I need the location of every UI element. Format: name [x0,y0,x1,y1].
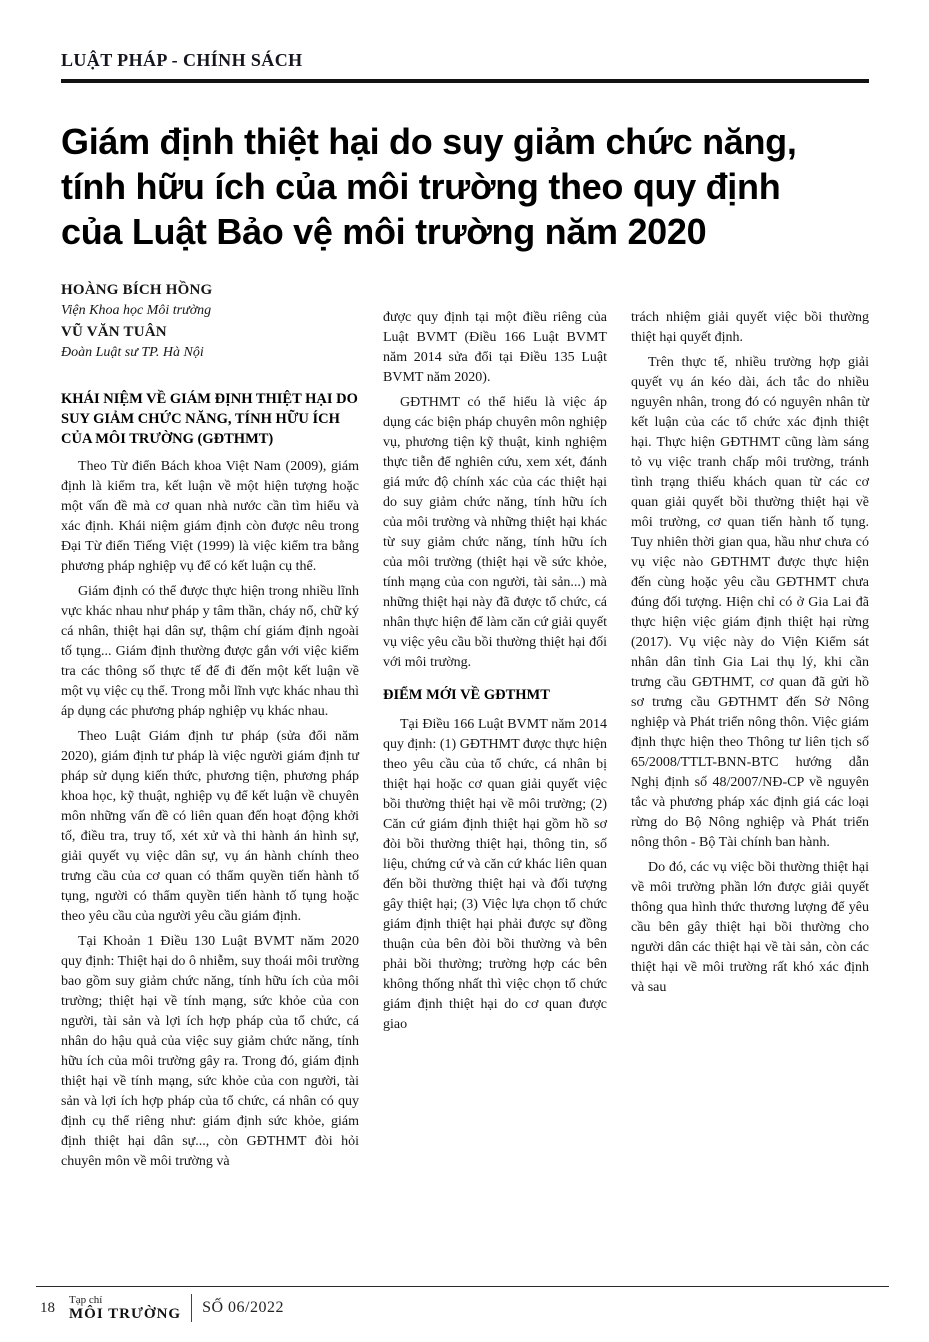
section-heading-concept: KHÁI NIỆM VỀ GIÁM ĐỊNH THIỆT HẠI DO SUY GIẢM CHỨC NĂNG, TÍNH HỮU ÍCH CỦA MÔI TRƯỜNG (GĐTHMT) [61,391,358,447]
page-number: 18 [40,1299,55,1316]
kicker-rule [61,79,869,83]
magazine-brand-small: Tạp chí [69,1294,103,1306]
magazine-brand [69,1294,181,1322]
title-line-1: Giám định thiệt hại do suy giảm chức năng, [61,121,797,162]
column-1 [61,280,359,1172]
paragraph: GĐTHMT có thể hiểu là việc áp dụng các biện pháp chuyên môn nghiệp vụ, phương tiện kỹ thuật, kinh nghiệm thực tiễn để nghiên cứu, xem xét, đánh giá mức độ chính xác của các thiệt hại do suy giảm chức năng, tính hữu ích của môi trường và những thiệt hại khác từ suy giảm chức năng, tính hữu ích của môi trường (thiệt hại về sức khỏe, tính mạng của con người, tài sản...) mà những thiệt hại này đã được tổ chức, cá nhân thực hiện để làm căn cứ giải quyết vụ việc yêu cầu bồi thường thiệt hại đối với môi trường. [383,395,607,670]
paragraph-continuation: được quy định tại một điều riêng của Luật BVMT (Điều 166 Luật BVMT năm 2014 sửa đổi tại Điều 135 Luật BVMT năm 2020). [383,310,607,385]
page-header [61,50,869,83]
title-line-3: của Luật Bảo vệ môi trường năm 2020 [61,211,707,252]
magazine-brand-name: MÔI TRƯỜNG [69,1306,182,1322]
article-columns [61,280,869,1172]
column-2 [383,280,607,1172]
paragraph-continuation: trách nhiệm giải quyết việc bồi thường thiệt hại quyết định. [631,310,869,345]
paragraph: Theo Luật Giám định tư pháp (sửa đổi năm 2020), giám định tư pháp là việc người giám định tư pháp sử dụng kiến thức, phương tiện, phương pháp khoa học, kỹ thuật, nghiệp vụ để kết luận về chuyên môn những vấn đề có liên quan đến hoạt động khởi tố, điều tra, truy tố, xét xử và thi hành án hình sự, giải quyết vụ việc dân sự, vụ án hành chính theo trưng cầu của cơ quan có thẩm quyền tiến hành tố tụng, người có thẩm quyền tiến hành tố tụng hoặc theo yêu cầu của người yêu cầu giám định. [61,729,359,924]
article-title [61,119,869,254]
paragraph: Tại Điều 166 Luật BVMT năm 2014 quy định: (1) GĐTHMT được thực hiện theo yêu cầu của tổ chức, cá nhân bị thiệt hại hoặc cơ quan giải quyết việc bồi thường thiệt hại về môi trường; (2) Căn cứ giám định thiệt hại gồm hồ sơ đòi bồi thường thiệt hại, thông tin, số liệu, chứng cứ và căn cứ khác liên quan đến bồi thường thiệt hại và đối tượng gây thiệt hại; (3) Việc lựa chọn tổ chức giám định thiệt hại phải được sự đồng thuận của bên đòi bồi thường và bên phải bồi thường; trường hợp các bên không thống nhất thì việc chọn tổ chức giám định thiệt hại do cơ quan được giao [383,717,607,1032]
author-affiliation-1: Viện Khoa học Môi trường [61,303,212,318]
paragraph: Trên thực tế, nhiều trường hợp giải quyết vụ án kéo dài, ách tắc do nhiều nguyên nhân, trong đó có nguyên nhân từ kết luận của các tổ chức xác định thiệt hại. Thực hiện GĐTHMT cũng làm sáng tỏ vụ việc tranh chấp môi trường, tránh tình trạng thiếu khách quan từ các cơ quan giải quyết bồi thường thiệt hại về môi trường, cơ quan tiến hành tố tụng. Tuy nhiên thời gian qua, hầu như chưa có vụ việc nào GĐTHMT được thực hiện đến cùng hoặc yêu cầu GĐTHMT chưa đúng đối tượng. Hiện chỉ có ở Gia Lai đã thực hiện việc giám định thiệt hại rừng (2017). Vụ việc này do Viện Kiểm sát nhân dân tỉnh Gia Lai thụ lý, khi cần trưng cầu GĐTHMT, cơ quan đã gửi hồ sơ trưng cầu GĐTHMT đến Sở Nông nghiệp và Phát triển nông thôn. Việc giám định thực hiện theo Thông tư liên tịch số 65/2008/TTLT-BNN-BTC hướng dẫn Nghị định số 48/2007/NĐ-CP về nguyên tắc và phương pháp xác định giá các loại rừng do Bộ Nông nghiệp và Phát triển nông thôn - Bộ Tài chính ban hành. [631,355,869,850]
author-affiliation-2: Đoàn Luật sư TP. Hà Nội [61,345,204,360]
paragraph: Giám định có thể được thực hiện trong nhiều lĩnh vực khác nhau như pháp y tâm thần, cháy nổ, chữ ký cá nhân, thiệt hại dân sự, thậm chí giám định ngoài tố tụng... Giám định thường được gắn với việc kiểm tra các thông số thực tế để đi đến một kết luận về một vụ việc cụ thể. Trong mỗi lĩnh vực khác nhau thì áp dụng các phương pháp nghiệp vụ khác nhau. [61,584,359,719]
author-block [61,280,359,363]
author-name-2: VŨ VĂN TUÂN [61,324,167,340]
paragraph: Theo Từ điển Bách khoa Việt Nam (2009), giám định là kiểm tra, kết luận về một hiện tượng hoặc một vấn đề mà cơ quan nhà nước cần tìm hiểu và xác định. Khái niệm giám định còn được nêu trong Đại Từ điển Tiếng Việt (1999) là việc kiểm tra bằng phương pháp nghiệp vụ để có kết luận cụ thể. [61,459,359,574]
author-name-1: HOÀNG BÍCH HỒNG [61,282,213,298]
issue-label: SỐ 06/2022 [202,1299,284,1316]
paragraph: Do đó, các vụ việc bồi thường thiệt hại về môi trường phần lớn được giải quyết thông qua hình thức thương lượng để yêu cầu bên gây thiệt hại bồi thường cho người dân các thiệt hại về tài sản, còn các thiệt hại về môi trường rất khó xác định và sau [631,860,869,995]
section-heading-new-points: ĐIỂM MỚI VỀ GĐTHMT [383,687,550,703]
page-footer [0,1286,929,1322]
footer-divider [191,1294,192,1322]
title-line-2: tính hữu ích của môi trường theo quy định [61,166,781,207]
footer-row [0,1287,929,1322]
paragraph: Tại Khoản 1 Điều 130 Luật BVMT năm 2020 quy định: Thiệt hại do ô nhiễm, suy thoái môi trường bao gồm suy giảm chức năng, tính hữu ích của môi trường; thiệt hại về tính mạng, sức khỏe của con người, tài sản và lợi ích hợp pháp của tổ chức, cá nhân do hậu quả của việc suy giảm chức năng, tính hữu ích của môi trường gây ra. Trong đó, giám định thiệt hại về tính mạng, sức khỏe của con người, tài sản và lợi ích hợp pháp của tổ chức, cá nhân có quy định cụ thể riêng như: giám định sức khỏe, giám định thiệt hại dân sự..., còn GĐTHMT đòi hỏi chuyên môn về môi trường và [61,934,359,1169]
column-3 [631,280,869,1172]
section-kicker: LUẬT PHÁP - CHÍNH SÁCH [61,50,303,70]
